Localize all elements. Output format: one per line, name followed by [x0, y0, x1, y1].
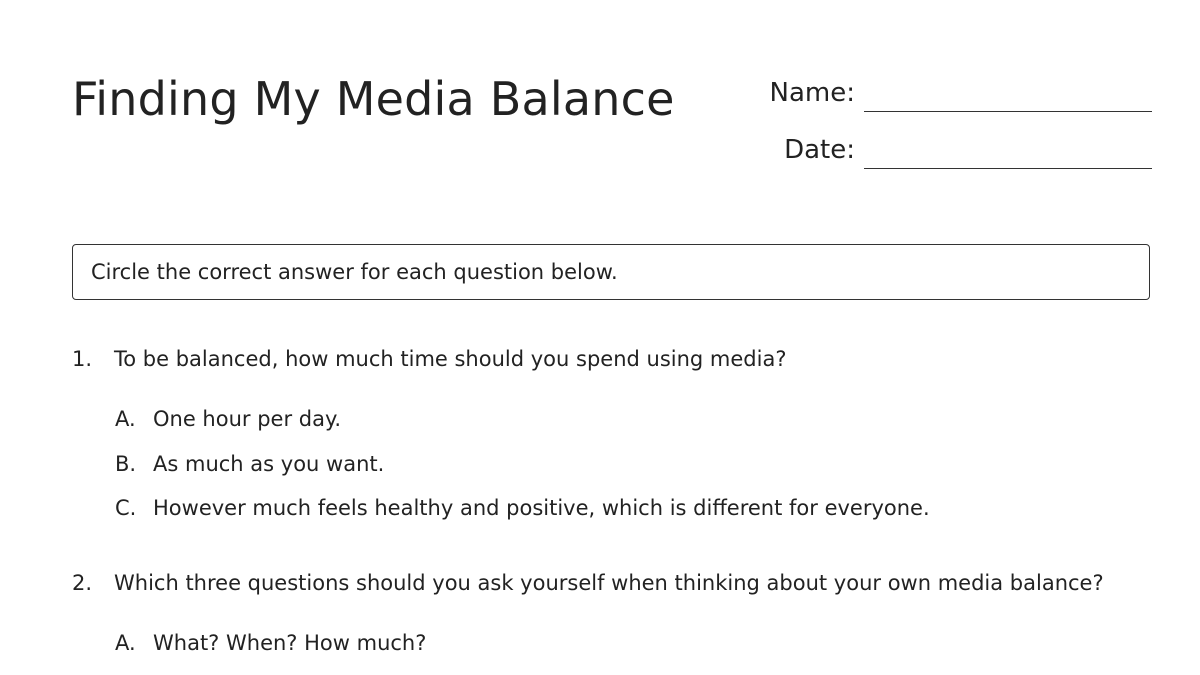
option-text: As much as you want. — [153, 452, 385, 476]
question-2 — [72, 571, 1104, 595]
question-number: 1. — [72, 347, 93, 371]
instructions-box — [72, 244, 1150, 300]
option-text: One hour per day. — [153, 407, 342, 431]
question-2-option-a[interactable] — [115, 631, 426, 655]
option-letter: A. — [115, 631, 136, 655]
date-label: Date: — [784, 135, 855, 165]
question-number: 2. — [72, 571, 93, 595]
instructions-text: Circle the correct answer for each question below. — [91, 260, 618, 284]
question-1-option-a[interactable] — [115, 407, 341, 431]
name-blank-line[interactable] — [864, 110, 1152, 112]
name-field[interactable] — [770, 80, 1152, 112]
date-field[interactable] — [784, 137, 1152, 169]
question-text: Which three questions should you ask yourself when thinking about your own media balance? — [114, 571, 1104, 595]
question-1 — [72, 347, 786, 371]
question-1-option-c[interactable] — [115, 496, 930, 520]
option-letter: A. — [115, 407, 136, 431]
date-blank-line[interactable] — [864, 167, 1152, 169]
option-letter: C. — [115, 496, 137, 520]
worksheet-title: Finding My Media Balance — [72, 72, 675, 126]
option-letter: B. — [115, 452, 137, 476]
option-text: What? When? How much? — [153, 631, 427, 655]
option-text: However much feels healthy and positive, which is different for everyone. — [153, 496, 930, 520]
question-1-option-b[interactable] — [115, 452, 384, 476]
question-text: To be balanced, how much time should you spend using media? — [114, 347, 787, 371]
name-label: Name: — [769, 78, 855, 108]
